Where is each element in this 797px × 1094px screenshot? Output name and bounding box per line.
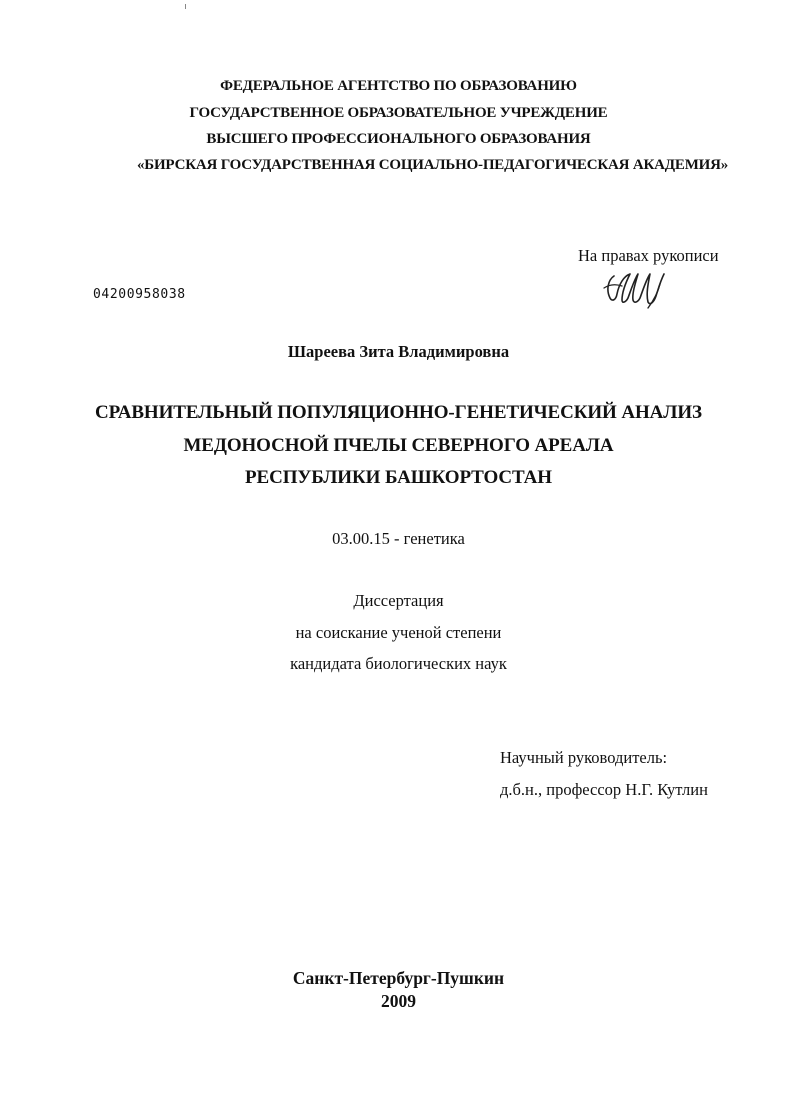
city: Санкт-Петербург-Пушкин — [292, 968, 505, 988]
author-name: Шареева Зита Владимировна — [287, 342, 510, 361]
supervisor-label: Научный руководитель: — [500, 748, 668, 767]
catalog-number: 04200958038 — [93, 287, 186, 302]
degree-line-2: на соискание ученой степени — [295, 623, 502, 642]
supervisor-name: д.б.н., профессор Н.Г. Кутлин — [500, 780, 708, 799]
header-institution-type: ГОСУДАРСТВЕННОЕ ОБРАЗОВАТЕЛЬНОЕ УЧРЕЖДЕНИЕ — [189, 105, 608, 121]
manuscript-note: На правах рукописи — [578, 246, 719, 265]
year: 2009 — [381, 991, 416, 1011]
degree-line-3: кандидата биологических наук — [290, 654, 507, 673]
header-academy-name: «БИРСКАЯ ГОСУДАРСТВЕННАЯ СОЦИАЛЬНО-ПЕДАГОГИЧЕСКАЯ АКАДЕМИЯ» — [136, 157, 729, 173]
scan-mark — [185, 4, 186, 9]
specialty-code: 03.00.15 - генетика — [332, 529, 465, 548]
title-line-2: МЕДОНОСНОЙ ПЧЕЛЫ СЕВЕРНОГО АРЕАЛА — [183, 435, 614, 456]
title-line-1: СРАВНИТЕЛЬНЫЙ ПОПУЛЯЦИОННО-ГЕНЕТИЧЕСКИЙ АНАЛИЗ — [95, 402, 702, 423]
title-line-3: РЕСПУБЛИКИ БАШКОРТОСТАН — [245, 467, 552, 488]
header-agency: ФЕДЕРАЛЬНОЕ АГЕНТСТВО ПО ОБРАЗОВАНИЮ — [220, 78, 577, 94]
degree-line-1: Диссертация — [353, 591, 444, 610]
header-education-level: ВЫСШЕГО ПРОФЕССИОНАЛЬНОГО ОБРАЗОВАНИЯ — [206, 131, 591, 147]
author-signature — [600, 268, 670, 310]
